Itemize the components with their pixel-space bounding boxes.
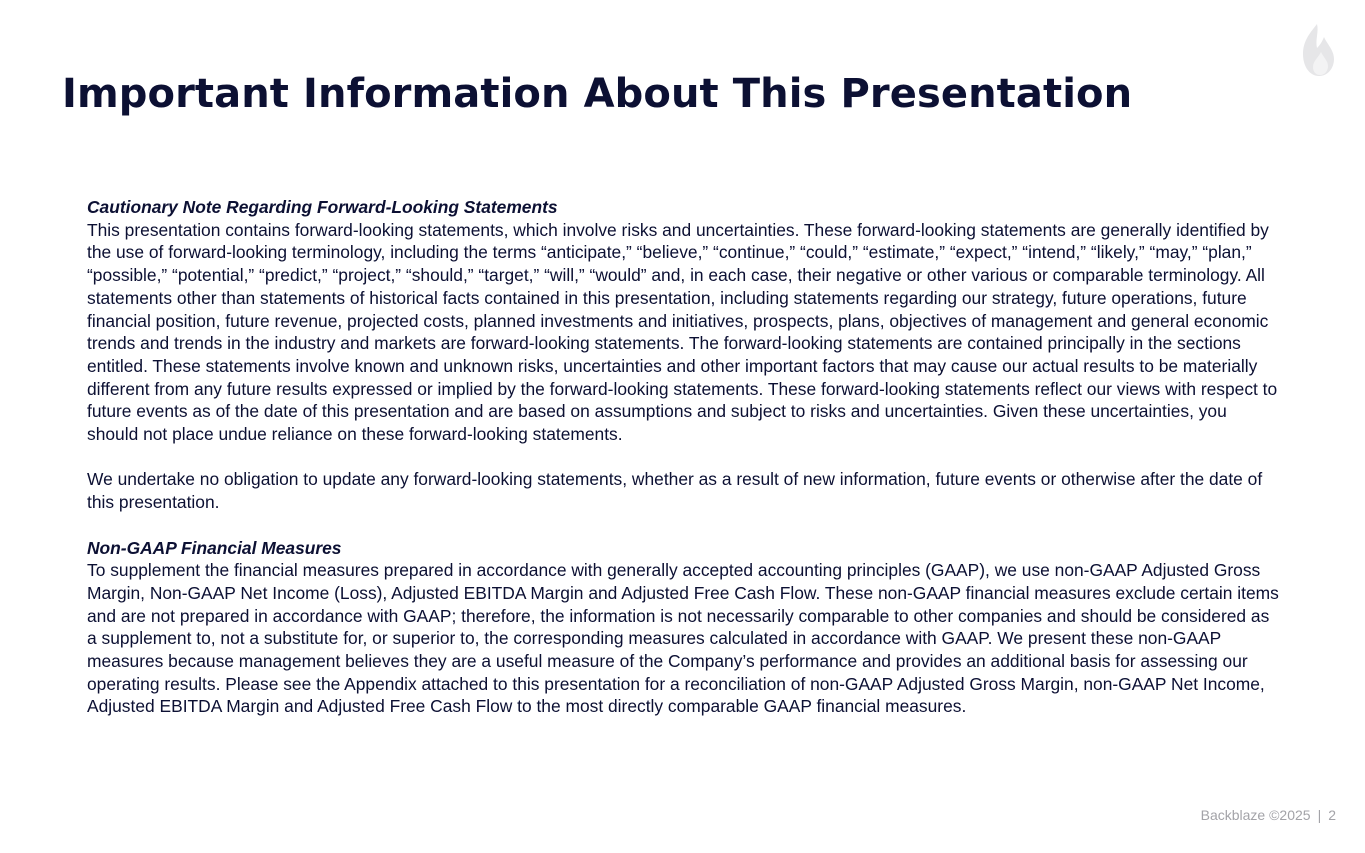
page-number: 2 xyxy=(1328,807,1336,823)
slide-title: Important Information About This Presentation xyxy=(62,71,1133,117)
footer-separator: | xyxy=(1317,807,1322,823)
disclaimer-body xyxy=(87,196,1282,718)
slide-footer xyxy=(1201,806,1336,824)
section-heading-forward-looking: Cautionary Note Regarding Forward-Looking Statements xyxy=(87,197,558,217)
non-gaap-paragraph: To supplement the financial measures prepared in accordance with generally accepted accounting principles (GAAP), we use non-GAAP Adjusted Gross Margin, Non-GAAP Net Income (Loss), Adjusted EBITDA Margin and Adjusted Free Cash Flow. These non-GAAP financial measures exclude certain items and are not prepared in accordance with GAAP; therefore, the information is not necessarily comparable to other companies and should be considered as a supplement to, not a substitute for, or superior to, the corresponding measures calculated in accordance with GAAP. We present these non-GAAP measures because management believes they are a useful measure of the Company’s performance and provides an additional basis for assessing our operating results. Please see the Appendix attached to this presentation for a reconciliation of non-GAAP Adjusted Gross Margin, non-GAAP Net Income, Adjusted EBITDA Margin and Adjusted Free Cash Flow to the most directly comparable GAAP financial measures. xyxy=(87,560,1279,717)
section-heading-non-gaap: Non-GAAP Financial Measures xyxy=(87,537,342,558)
no-obligation-paragraph: We undertake no obligation to update any forward-looking statements, whether as a result of new information, future events or otherwise after the date of this presentation. xyxy=(87,469,1263,513)
forward-looking-paragraph: This presentation contains forward-looking statements, which involve risks and uncertainties. These forward-looking statements are generally identified by the use of forward-looking terminology, including the terms “anticipate,” “believe,” “continue,” “could,” “estimate,” “expect,” “intend,” “likely,” “may,” “plan,” “possible,” “potential,” “predict,” “project,” “should,” “target,” “will,” “would” and, in each case, their negative or other various or comparable terminology. All statements other than statements of historical facts contained in this presentation, including statements regarding our strategy, future operations, future financial position, future revenue, projected costs, planned investments and initiatives, prospects, plans, objectives of management and general economic trends and trends in the industry and markets are forward-looking statements. The forward-looking statements are contained principally in the sections entitled. These statements involve known and unknown risks, uncertainties and other important factors that may cause our actual results to be materially different from any future results expressed or implied by the forward-looking statements. These forward-looking statements reflect our views with respect to future events as of the date of this presentation and are based on assumptions and subject to risks and uncertainties. Given these uncertainties, you should not place undue reliance on these forward-looking statements. xyxy=(87,219,1278,445)
paragraph-spacer xyxy=(87,446,1282,469)
backblaze-flame-icon xyxy=(1300,22,1336,78)
footer-copyright: Backblaze ©2025 xyxy=(1200,807,1311,823)
section-spacer xyxy=(87,514,1282,537)
